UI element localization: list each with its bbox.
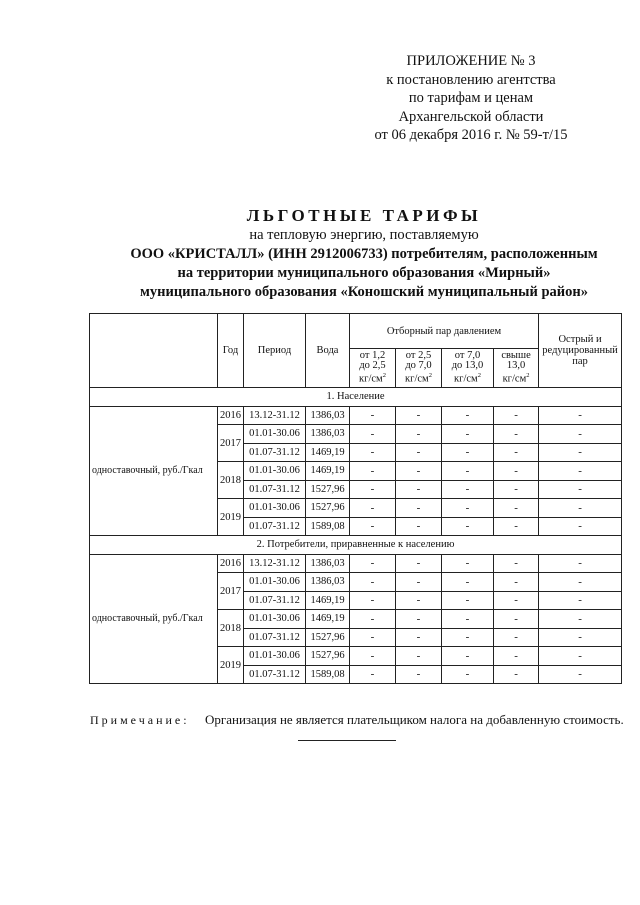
empty-tariff-cell: - [494, 573, 539, 592]
unit-text: кг/см [454, 373, 478, 385]
period-cell: 01.01-30.06 [244, 647, 306, 666]
year-cell: 2019 [218, 647, 244, 684]
empty-tariff-cell: - [494, 610, 539, 629]
year-cell: 2017 [218, 573, 244, 610]
water-tariff-cell: 1527,96 [306, 499, 350, 518]
title-main: ЛЬГОТНЫЕ ТАРИФЫ [246, 206, 482, 225]
empty-tariff-cell: - [350, 554, 396, 573]
steam-col-line: до 13,0 [451, 360, 484, 372]
empty-tariff-cell: - [442, 443, 494, 462]
unit-sup: 2 [477, 372, 481, 380]
empty-tariff-cell: - [350, 462, 396, 481]
water-tariff-cell: 1469,19 [306, 443, 350, 462]
section-row [90, 388, 622, 407]
empty-tariff-cell: - [442, 591, 494, 610]
empty-tariff-cell: - [350, 628, 396, 647]
period-cell: 01.07-31.12 [244, 665, 306, 684]
empty-tariff-cell: - [442, 665, 494, 684]
empty-tariff-cell: - [396, 647, 442, 666]
note-label [90, 712, 190, 728]
steam-col-unit [350, 371, 395, 385]
empty-tariff-cell: - [494, 628, 539, 647]
period-cell: 01.01-30.06 [244, 462, 306, 481]
appendix-header [352, 52, 590, 145]
unit-sup: 2 [526, 372, 530, 380]
year-cell: 2016 [218, 554, 244, 573]
water-tariff-cell: 1386,03 [306, 554, 350, 573]
header-steam-col [442, 349, 494, 388]
steam-col-line: до 7,0 [405, 360, 432, 372]
empty-tariff-cell: - [539, 665, 622, 684]
steam-col-line: от 7,0 [454, 350, 481, 362]
header-steam-group: Отборный пар давлением [350, 314, 539, 349]
water-tariff-cell: 1469,19 [306, 591, 350, 610]
table-row [90, 406, 622, 425]
empty-tariff-cell: - [396, 591, 442, 610]
steam-col-line: до 2,5 [359, 360, 386, 372]
empty-tariff-cell: - [539, 443, 622, 462]
empty-tariff-cell: - [539, 406, 622, 425]
empty-tariff-cell: - [494, 443, 539, 462]
appendix-line: к постановлению агентства [386, 71, 556, 88]
empty-tariff-cell: - [539, 480, 622, 499]
year-cell: 2018 [218, 462, 244, 499]
empty-tariff-cell: - [539, 610, 622, 629]
empty-tariff-cell: - [442, 462, 494, 481]
year-cell: 2016 [218, 406, 244, 425]
water-tariff-cell: 1386,03 [306, 573, 350, 592]
empty-tariff-cell: - [396, 610, 442, 629]
empty-tariff-cell: - [494, 517, 539, 536]
empty-tariff-cell: - [494, 406, 539, 425]
empty-tariff-cell: - [442, 499, 494, 518]
empty-tariff-cell: - [442, 610, 494, 629]
empty-tariff-cell: - [442, 406, 494, 425]
empty-tariff-cell: - [396, 406, 442, 425]
empty-tariff-cell: - [494, 591, 539, 610]
empty-tariff-cell: - [396, 480, 442, 499]
empty-tariff-cell: - [396, 462, 442, 481]
empty-tariff-cell: - [442, 647, 494, 666]
empty-tariff-cell: - [396, 499, 442, 518]
empty-tariff-cell: - [350, 665, 396, 684]
water-tariff-cell: 1469,19 [306, 462, 350, 481]
empty-tariff-cell: - [350, 499, 396, 518]
year-cell: 2017 [218, 425, 244, 462]
empty-tariff-cell: - [494, 425, 539, 444]
empty-tariff-cell: - [539, 499, 622, 518]
empty-tariff-cell: - [494, 480, 539, 499]
steam-col-line: от 2,5 [405, 350, 432, 362]
tariff-category: одноставочный, руб./Гкал [90, 554, 218, 684]
period-cell: 01.01-30.06 [244, 425, 306, 444]
water-tariff-cell: 1589,08 [306, 517, 350, 536]
water-tariff-cell: 1527,96 [306, 628, 350, 647]
empty-tariff-cell: - [539, 554, 622, 573]
steam-col-unit [442, 371, 493, 385]
empty-tariff-cell: - [396, 554, 442, 573]
empty-tariff-cell: - [494, 647, 539, 666]
header-steam-col [494, 349, 539, 388]
water-tariff-cell: 1386,03 [306, 425, 350, 444]
empty-tariff-cell: - [539, 647, 622, 666]
steam-col-line: свыше [501, 350, 531, 362]
empty-tariff-cell: - [396, 425, 442, 444]
section-row [90, 536, 622, 555]
steam-col-unit [396, 371, 441, 385]
period-cell: 01.01-30.06 [244, 610, 306, 629]
empty-tariff-cell: - [350, 517, 396, 536]
section-title: 2. Потребители, приравненные к населению [90, 536, 622, 555]
water-tariff-cell: 1589,08 [306, 665, 350, 684]
document-title [90, 206, 638, 302]
tariffs-table [89, 313, 622, 684]
empty-tariff-cell: - [396, 628, 442, 647]
header-steam-col [396, 349, 442, 388]
unit-text: кг/см [502, 373, 527, 385]
period-cell: 01.07-31.12 [244, 443, 306, 462]
note-label-text: Примечание: [90, 713, 190, 727]
empty-tariff-cell: - [442, 517, 494, 536]
empty-tariff-cell: - [539, 573, 622, 592]
signature-line [298, 740, 396, 741]
empty-tariff-cell: - [539, 591, 622, 610]
period-cell: 01.07-31.12 [244, 591, 306, 610]
period-cell: 01.07-31.12 [244, 480, 306, 499]
empty-tariff-cell: - [350, 443, 396, 462]
water-tariff-cell: 1527,96 [306, 647, 350, 666]
empty-tariff-cell: - [350, 573, 396, 592]
title-line: муниципального образования «Коношский муниципальный район» [139, 284, 588, 300]
steam-col-line: 13,0 [506, 360, 526, 372]
empty-tariff-cell: - [494, 665, 539, 684]
header-water: Вода [306, 314, 350, 388]
empty-tariff-cell: - [396, 573, 442, 592]
unit-sup: 2 [428, 372, 432, 380]
empty-tariff-cell: - [350, 610, 396, 629]
steam-col-line: от 1,2 [359, 350, 386, 362]
empty-tariff-cell: - [442, 554, 494, 573]
year-cell: 2018 [218, 610, 244, 647]
empty-tariff-cell: - [539, 517, 622, 536]
title-line: на тепловую энергию, поставляемую [249, 227, 479, 243]
header-year: Год [218, 314, 244, 388]
empty-tariff-cell: - [539, 628, 622, 647]
empty-tariff-cell: - [539, 462, 622, 481]
empty-tariff-cell: - [396, 665, 442, 684]
period-cell: 01.07-31.12 [244, 517, 306, 536]
water-tariff-cell: 1527,96 [306, 480, 350, 499]
water-tariff-cell: 1469,19 [306, 610, 350, 629]
period-cell: 01.01-30.06 [244, 499, 306, 518]
period-cell: 01.07-31.12 [244, 628, 306, 647]
appendix-date: от 06 декабря 2016 г. № 59-т/15 [374, 127, 568, 143]
tariff-category: одноставочный, руб./Гкал [90, 406, 218, 536]
period-cell: 01.01-30.06 [244, 573, 306, 592]
empty-tariff-cell: - [350, 425, 396, 444]
unit-sup: 2 [382, 372, 386, 380]
appendix-line: по тарифам и ценам [408, 90, 534, 106]
title-line: ООО «КРИСТАЛЛ» (ИНН 2912006733) потребителям, расположенным [130, 246, 598, 262]
header-blank-cell [90, 314, 218, 388]
empty-tariff-cell: - [442, 573, 494, 592]
unit-text: кг/см [359, 373, 383, 385]
empty-tariff-cell: - [350, 406, 396, 425]
appendix-number: ПРИЛОЖЕНИЕ № 3 [406, 53, 536, 69]
empty-tariff-cell: - [350, 647, 396, 666]
empty-tariff-cell: - [442, 628, 494, 647]
header-steam-col [350, 349, 396, 388]
appendix-line: Архангельской области [398, 108, 544, 125]
steam-col-unit [494, 371, 538, 385]
period-cell: 13.12-31.12 [244, 406, 306, 425]
empty-tariff-cell: - [494, 554, 539, 573]
empty-tariff-cell: - [350, 480, 396, 499]
period-cell: 13.12-31.12 [244, 554, 306, 573]
table-row [90, 554, 622, 573]
unit-text: кг/см [405, 373, 429, 385]
note-text: Организация не является плательщиком налога на добавленную стоимость. [205, 712, 624, 727]
title-line: на территории муниципального образования «Мирный» [177, 265, 551, 281]
empty-tariff-cell: - [442, 480, 494, 499]
section-title: 1. Население [90, 388, 622, 407]
empty-tariff-cell: - [396, 443, 442, 462]
year-cell: 2019 [218, 499, 244, 536]
empty-tariff-cell: - [539, 425, 622, 444]
header-sharp-steam: Острый и редуцированный пар [539, 314, 622, 388]
empty-tariff-cell: - [442, 425, 494, 444]
header-period: Период [244, 314, 306, 388]
empty-tariff-cell: - [494, 462, 539, 481]
water-tariff-cell: 1386,03 [306, 406, 350, 425]
empty-tariff-cell: - [396, 517, 442, 536]
empty-tariff-cell: - [494, 499, 539, 518]
empty-tariff-cell: - [350, 591, 396, 610]
